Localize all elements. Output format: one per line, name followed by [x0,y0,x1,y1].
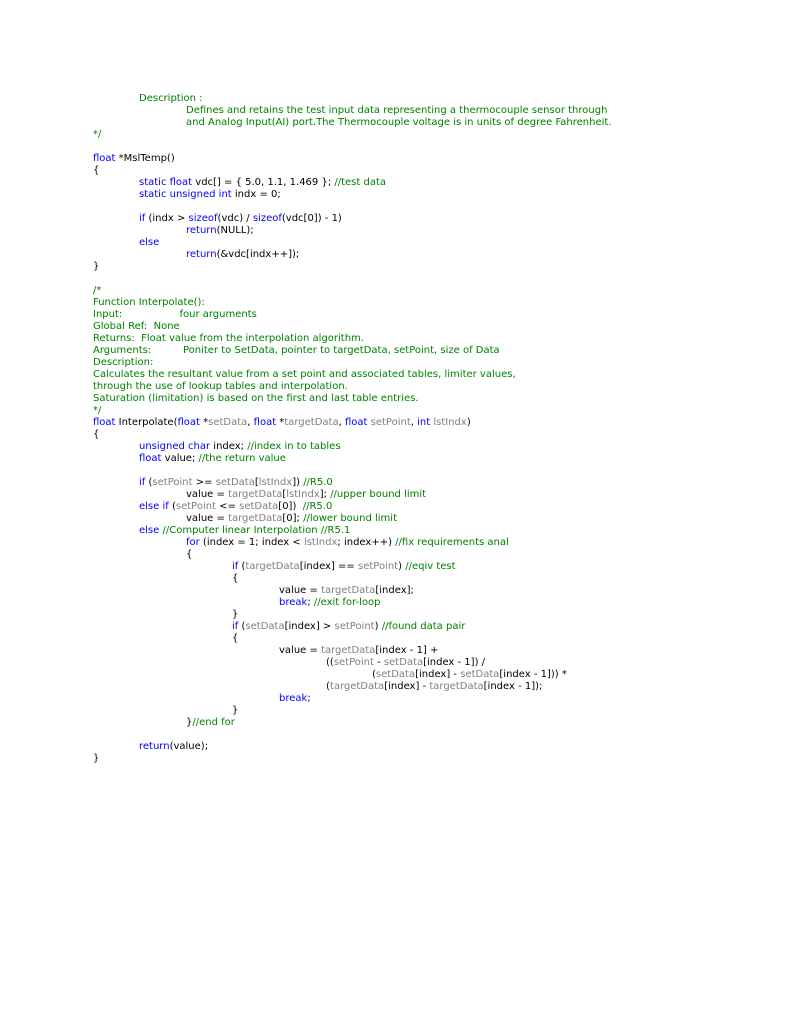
code-line [139,453,286,465]
code-line [93,393,419,405]
code-line [139,741,208,753]
code-line [139,477,333,489]
keyword-token: float [93,153,116,164]
comment-token: //R5.0 [303,477,333,488]
code-line [186,717,235,729]
code-line [139,501,332,513]
code-token: [0]) [278,501,303,512]
code-line [139,237,159,249]
code-line [93,309,257,321]
comment-token: //exit for-loop [313,597,381,608]
code-line [93,357,153,369]
keyword-token: return [186,225,217,236]
keyword-token: return [186,249,217,260]
keyword-token: float [139,453,162,464]
code-token: } [186,717,193,728]
comment-token: Returns: Float value from the interpolation algorithm. [93,333,364,344]
code-token: (( [326,657,334,668]
code-token: , [247,417,254,428]
code-line [186,489,426,501]
code-token: } [232,609,239,620]
code-token: } [232,705,239,716]
code-token: (&vdc[indx++]); [216,249,300,260]
keyword-token: else [139,237,160,248]
comment-token: through the use of lookup tables and interpolation. [93,381,348,392]
comment-token: //end for [192,717,235,728]
comment-token: /* [93,285,102,296]
code-token: (vdc) / [217,213,253,224]
code-token: value = [279,585,322,596]
code-line [186,105,607,117]
code-token: ) [398,561,406,572]
code-token: ]) [292,477,304,488]
identifier-token: lstIndx [433,417,467,428]
code-line [186,117,612,129]
code-token: ( [326,681,330,692]
code-line [93,321,180,333]
identifier-token: lstIndx [303,537,338,548]
comment-token: //upper bound limit [330,489,427,500]
comment-token: Global Ref: None [93,321,180,332]
identifier-token: setData [208,417,248,428]
comment-token: */ [93,405,102,416]
keyword-token: for [186,537,200,548]
code-token: index; [210,441,248,452]
code-line [232,573,238,585]
comment-token: */ [93,129,102,140]
code-token: value = [186,489,229,500]
keyword-token: else [139,525,160,536]
keyword-token: static float [139,177,193,188]
code-token: , [338,417,345,428]
code-line [139,525,350,537]
identifier-token: targetData [329,681,385,692]
identifier-token: targetData [228,489,283,500]
code-line [93,153,175,165]
comment-token: //lower bound limit [303,513,397,524]
identifier-token: setData [460,669,500,680]
identifier-token: targetData [429,681,484,692]
code-token: - [373,657,384,668]
code-line [186,537,509,549]
code-line [139,189,281,201]
identifier-token: targetData [321,585,376,596]
identifier-token: setPoint [370,417,411,428]
code-token: Interpolate( [115,417,178,428]
code-line [139,441,341,453]
code-line [93,129,101,141]
identifier-token: setPoint [357,561,399,572]
code-token: [index - 1]); [483,681,543,692]
code-line [232,633,238,645]
code-token: [ [254,477,259,488]
code-token: (value); [169,741,209,752]
code-token: ) [466,417,471,428]
code-token: [index] > [284,621,335,632]
comment-token: //fix requirements anal [395,537,509,548]
identifier-token: setData [239,501,279,512]
code-token: indx = 0; [231,189,281,200]
keyword-token: if [139,477,146,488]
comment-token: Defines and retains the test input data representing a thermocouple sensor through [186,105,608,116]
code-line [279,693,311,705]
code-token: ( [168,501,176,512]
keyword-token: if [232,621,239,632]
code-line [279,597,380,609]
code-token: [index]; [375,585,414,596]
keyword-token: sizeof [252,213,282,224]
keyword-token: sizeof [188,213,218,224]
comment-token: //Computer linear Interpolation //R5.1 [162,525,351,536]
comment-token: Description: [93,357,154,368]
code-line [139,177,386,189]
code-line [232,561,456,573]
comment-token: Calculates the resultant value from a set point and associated tables, limiter values, [93,369,516,380]
comment-token: Function Interpolate(): [93,297,205,308]
code-token: ; [307,597,314,608]
comment-token: Arguments: Poniter to SetData, pointer to targetData, setPoint, size of Data [93,345,500,356]
code-token: [index] - [415,669,461,680]
code-token: [index] - [384,681,430,692]
code-line [93,381,348,393]
keyword-token: else if [139,501,169,512]
code-token: (NULL); [216,225,254,236]
code-token: ( [238,621,246,632]
code-line [93,753,99,765]
comment-token: //found data pair [381,621,466,632]
keyword-token: break [279,597,308,608]
code-token: value = [279,645,322,656]
code-token: ) [374,621,382,632]
code-token: value; [161,453,199,464]
keyword-token: int [417,417,431,428]
code-token: { [93,165,100,176]
code-line [279,645,438,657]
code-token: (indx > [145,213,189,224]
comment-token: and Analog Input(AI) port.The Thermocouple voltage is in units of degree Fahrenheit. [186,117,612,128]
comment-token: Description : [139,93,203,104]
code-token: ( [145,477,153,488]
code-token: (vdc[0]) - 1) [281,213,342,224]
code-line [232,609,238,621]
comment-token: //test data [334,177,387,188]
comment-token: Saturation (limitation) is based on the first and last table entries. [93,393,419,404]
identifier-token: setData [375,669,416,680]
keyword-token: float [177,417,200,428]
code-token: *MslTemp() [115,153,175,164]
code-line [232,705,238,717]
code-token: value = [186,513,229,524]
code-line [279,585,414,597]
code-line [186,549,192,561]
code-line [232,621,465,633]
code-token: * [276,417,285,428]
code-line [93,261,99,273]
code-line [93,369,516,381]
code-token: { [232,573,239,584]
keyword-token: break [279,693,308,704]
identifier-token: lstIndx [258,477,293,488]
comment-token: //eqiv test [405,561,456,572]
code-token: ]; [319,489,331,500]
keyword-token: if [232,561,239,572]
code-line [139,93,203,105]
keyword-token: float [93,417,116,428]
code-token: [index - 1]) / [423,657,486,668]
code-line [186,513,397,525]
code-token: [index - 1])) * [499,669,567,680]
code-token: <= [216,501,240,512]
code-token: } [93,753,100,764]
code-token: { [232,633,239,644]
identifier-token: targetData [284,417,339,428]
code-token: } [93,261,100,272]
comment-token: Input: four arguments [93,309,257,320]
comment-token: //index in to tables [247,441,341,452]
code-line [93,417,471,429]
code-token: [0]; [282,513,304,524]
code-token: [index - 1] + [375,645,439,656]
code-token: * [199,417,209,428]
code-token: [ [282,489,287,500]
identifier-token: setPoint [333,657,374,668]
code-token: (index = 1; index < [199,537,304,548]
code-token: ; index++) [337,537,396,548]
code-token: { [93,429,100,440]
comment-token: //R5.0 [302,501,333,512]
identifier-token: setPoint [175,501,216,512]
code-token: ( [238,561,246,572]
comment-token: //the return value [198,453,286,464]
identifier-token: setPoint [334,621,375,632]
code-line [326,657,485,669]
code-line [326,681,542,693]
identifier-token: setPoint [152,477,193,488]
identifier-token: targetData [321,645,376,656]
code-token: , [410,417,418,428]
code-line [93,165,99,177]
code-line [372,669,567,681]
code-line [93,333,364,345]
keyword-token: float [344,417,368,428]
code-token: vdc[] = { 5.0, 1.1, 1.469 }; [192,177,335,188]
code-line [186,249,299,261]
code-line [93,345,500,357]
code-token: [index] == [299,561,358,572]
code-line [93,405,101,417]
code-line [93,429,99,441]
keyword-token: if [139,213,146,224]
code-line [93,297,205,309]
keyword-token: unsigned char [139,441,211,452]
keyword-token: static unsigned int [139,189,232,200]
keyword-token: return [139,741,170,752]
code-line [186,225,254,237]
identifier-token: setData [245,621,285,632]
keyword-token: float [253,417,277,428]
identifier-token: setData [383,657,424,668]
code-line [139,213,342,225]
identifier-token: targetData [245,561,300,572]
code-line [93,285,101,297]
identifier-token: lstIndx [286,489,320,500]
code-token: ( [372,669,376,680]
identifier-token: setData [215,477,255,488]
code-token: >= [192,477,216,488]
code-token: ; [307,693,311,704]
identifier-token: targetData [228,513,283,524]
code-token: { [186,549,193,560]
